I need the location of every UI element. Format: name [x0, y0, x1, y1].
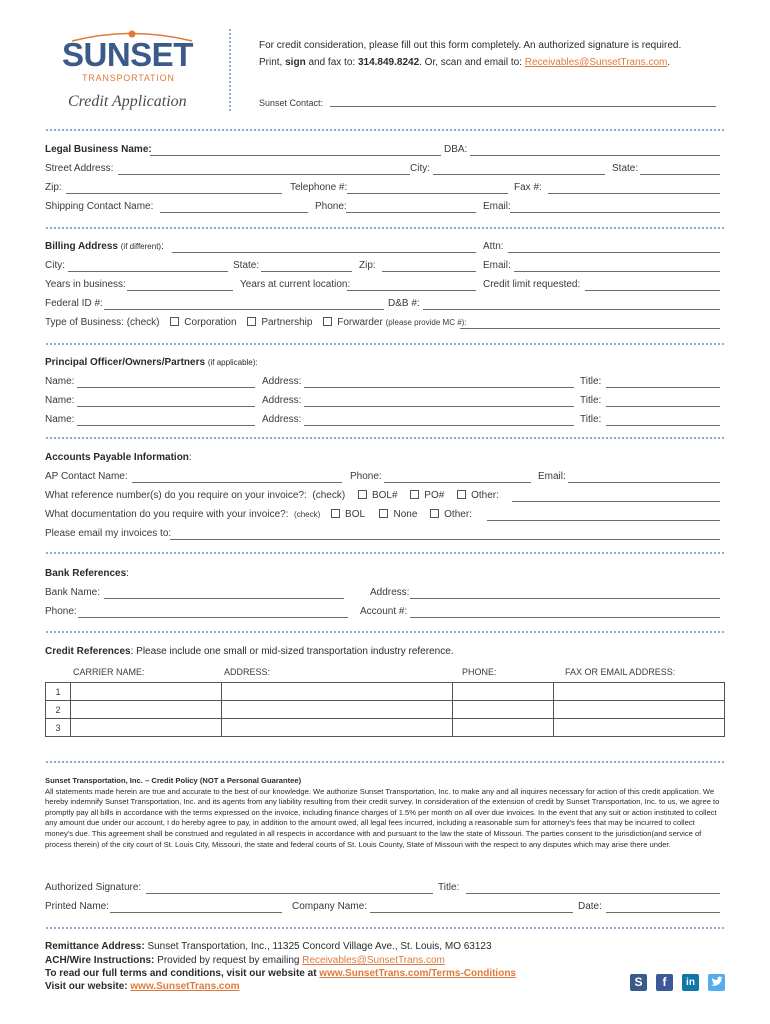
email-label: Email:	[483, 201, 511, 212]
federal-id-field[interactable]	[104, 309, 384, 310]
logo-wordmark: SUNSET	[62, 36, 193, 73]
officer-address-label-1: Address:	[262, 376, 302, 387]
dnb-field[interactable]	[423, 309, 720, 310]
officer-title-field-3[interactable]	[606, 425, 720, 426]
federal-id-label: Federal ID #:	[45, 298, 103, 309]
officer-title-field-1[interactable]	[606, 387, 720, 388]
billing-zip-label: Zip:	[359, 260, 376, 271]
row-number: 2	[46, 701, 71, 719]
doc-other-field[interactable]	[487, 520, 720, 521]
legal-name-label: Legal Business Name:	[45, 144, 152, 155]
phone-cell[interactable]	[453, 701, 554, 719]
email-field[interactable]	[510, 212, 720, 213]
credit-policy	[45, 776, 723, 850]
billing-state-field[interactable]	[261, 271, 352, 272]
zip-field[interactable]	[66, 193, 282, 194]
carrier-cell[interactable]	[71, 719, 222, 737]
ref-number-row: What reference number(s) do you require on your invoice?: (check) BOL# PO# Other:	[45, 490, 499, 501]
email-invoices-field[interactable]	[170, 539, 720, 540]
section-divider	[45, 630, 725, 634]
doc-other-checkbox[interactable]	[430, 509, 439, 518]
ach-email-link[interactable]: Receivables@SunsetTrans.com	[302, 955, 445, 966]
telephone-label: Telephone #:	[290, 182, 348, 193]
officer-name-field-2[interactable]	[77, 406, 255, 407]
officer-name-label-1: Name:	[45, 376, 75, 387]
years-business-label: Years in business:	[45, 279, 126, 290]
billing-city-field[interactable]	[68, 271, 228, 272]
signature-title-label: Title:	[438, 882, 460, 893]
bol-doc-checkbox[interactable]	[331, 509, 340, 518]
company-name-label: Company Name:	[292, 901, 368, 912]
address-cell[interactable]	[222, 719, 453, 737]
years-location-label: Years at current location:	[240, 279, 351, 290]
years-business-field[interactable]	[127, 290, 233, 291]
fax-email-cell[interactable]	[554, 701, 725, 719]
ap-contact-label: AP Contact Name:	[45, 471, 128, 482]
officer-name-label-3: Name:	[45, 414, 75, 425]
officer-address-field-3[interactable]	[304, 425, 574, 426]
bank-address-field[interactable]	[410, 598, 720, 599]
legal-name-field[interactable]	[150, 155, 441, 156]
ap-contact-field[interactable]	[132, 482, 342, 483]
ap-phone-label: Phone:	[350, 471, 382, 482]
officer-title-label-3: Title:	[580, 414, 602, 425]
corporation-checkbox[interactable]	[170, 317, 179, 326]
account-number-field[interactable]	[410, 617, 720, 618]
address-cell[interactable]	[222, 683, 453, 701]
fax-field[interactable]	[548, 193, 720, 194]
fax-email-cell[interactable]	[554, 683, 725, 701]
company-logo	[62, 28, 202, 86]
bank-name-field[interactable]	[104, 598, 344, 599]
po-number-checkbox[interactable]	[410, 490, 419, 499]
header-divider	[228, 28, 232, 112]
zip-label: Zip:	[45, 182, 62, 193]
address-cell[interactable]	[222, 701, 453, 719]
section-divider	[45, 226, 725, 230]
ach-instructions: ACH/Wire Instructions: Provided by request by emailing Receivables@SunsetTrans.com	[45, 955, 445, 966]
email-invoices-label: Please email my invoices to:	[45, 528, 172, 539]
facebook-icon[interactable]: f	[656, 974, 673, 991]
billing-city-label: City:	[45, 260, 65, 271]
bank-name-label: Bank Name:	[45, 587, 101, 598]
years-location-field[interactable]	[347, 290, 476, 291]
officers-heading: Principal Officer/Owners/Partners (if applicable):	[45, 357, 258, 368]
mc-number-field[interactable]	[460, 328, 720, 329]
street-field[interactable]	[118, 174, 410, 175]
officer-name-field-3[interactable]	[77, 425, 255, 426]
account-number-label: Account #:	[360, 606, 408, 617]
section-divider	[45, 551, 725, 555]
billing-state-label: State:	[233, 260, 260, 271]
table-row	[46, 701, 725, 719]
officer-title-label-2: Title:	[580, 395, 602, 406]
business-type-row: Type of Business: (check) Corporation Partnership Forwarder (please provide MC #):	[45, 317, 467, 328]
bank-heading: Bank References:	[45, 568, 129, 579]
logo-subtitle: TRANSPORTATION	[82, 73, 175, 83]
billing-email-field[interactable]	[514, 271, 720, 272]
ap-phone-field[interactable]	[384, 482, 531, 483]
forwarder-checkbox[interactable]	[323, 317, 332, 326]
carrier-cell[interactable]	[71, 683, 222, 701]
none-checkbox[interactable]	[379, 509, 388, 518]
billing-heading: Billing Address (if different):	[45, 241, 164, 252]
remittance-address: Remittance Address: Sunset Transportation, Inc., 11325 Concord Village Ave., St. Louis, MO 63123	[45, 941, 492, 952]
dba-field[interactable]	[470, 155, 720, 156]
dba-label: DBA:	[444, 144, 468, 155]
phone-cell[interactable]	[453, 683, 554, 701]
bank-phone-field[interactable]	[78, 617, 348, 618]
state-field[interactable]	[640, 174, 720, 175]
street-label: Street Address:	[45, 163, 114, 174]
intro-line-1: For credit consideration, please fill out this form completely. An authorized signature is required.	[259, 40, 682, 51]
officer-address-field-1[interactable]	[304, 387, 574, 388]
sunset-icon[interactable]: S	[630, 974, 647, 991]
ap-email-label: Email:	[538, 471, 566, 482]
officer-address-label-3: Address:	[262, 414, 302, 425]
policy-title: Sunset Transportation, Inc. – Credit Policy (NOT a Personal Guarantee)	[45, 776, 302, 785]
fax-email-header: FAX OR EMAIL ADDRESS:	[565, 667, 676, 677]
bank-address-label: Address:	[370, 587, 410, 598]
terms-link[interactable]: www.SunsetTrans.com/Terms-Conditions	[319, 968, 516, 979]
phone-field[interactable]	[346, 212, 476, 213]
phone-cell[interactable]	[453, 719, 554, 737]
officer-name-field-1[interactable]	[77, 387, 255, 388]
billing-zip-field[interactable]	[382, 271, 476, 272]
linkedin-icon[interactable]: in	[682, 974, 699, 991]
carrier-cell[interactable]	[71, 701, 222, 719]
billing-email-label: Email:	[483, 260, 511, 271]
officer-title-field-2[interactable]	[606, 406, 720, 407]
shipping-contact-field[interactable]	[160, 212, 308, 213]
ref-other-checkbox[interactable]	[457, 490, 466, 499]
signature-title-field[interactable]	[466, 893, 720, 894]
ap-heading: Accounts Payable Information:	[45, 452, 192, 463]
bank-phone-label: Phone:	[45, 606, 77, 617]
section-divider	[45, 760, 725, 764]
section-divider	[45, 342, 725, 346]
phone-label: Phone:	[315, 201, 347, 212]
officer-name-label-2: Name:	[45, 395, 75, 406]
city-field[interactable]	[433, 174, 605, 175]
fax-label: Fax #:	[514, 182, 542, 193]
fax-email-cell[interactable]	[554, 719, 725, 737]
credit-refs-heading: Credit References: Please include one small or mid-sized transportation industry reference.	[45, 646, 454, 657]
date-label: Date:	[578, 901, 602, 912]
ref-other-field[interactable]	[512, 501, 720, 502]
dnb-label: D&B #:	[388, 298, 420, 309]
table-row	[46, 683, 725, 701]
sunset-contact-field[interactable]	[330, 106, 716, 107]
terms-line: To read our full terms and conditions, visit our website at www.SunsetTrans.com/Terms-Conditions	[45, 968, 516, 979]
attn-field[interactable]	[508, 252, 720, 253]
credit-limit-field[interactable]	[585, 290, 720, 291]
table-row	[46, 719, 725, 737]
row-number: 3	[46, 719, 71, 737]
documentation-row: What documentation do you require with your invoice?: (check) BOL None Other:	[45, 509, 472, 520]
printed-name-label: Printed Name:	[45, 901, 109, 912]
shipping-contact-label: Shipping Contact Name:	[45, 201, 154, 212]
billing-address-field[interactable]	[172, 252, 476, 253]
printed-name-field[interactable]	[110, 912, 282, 913]
website-link[interactable]: www.SunsetTrans.com	[130, 981, 240, 992]
website-line: Visit our website: www.SunsetTrans.com	[45, 981, 240, 992]
form-title: Credit Application	[68, 93, 187, 110]
receivables-email-link[interactable]: Receivables@SunsetTrans.com	[524, 57, 668, 68]
sign-text: sign	[285, 57, 306, 68]
company-name-field[interactable]	[370, 912, 573, 913]
authorized-signature-field[interactable]	[146, 893, 433, 894]
partnership-checkbox[interactable]	[247, 317, 256, 326]
officer-address-label-2: Address:	[262, 395, 302, 406]
intro-line-2: Print, sign and fax to: 314.849.8242. Or, scan and email to: Receivables@SunsetTrans.com.	[259, 57, 671, 68]
twitter-icon[interactable]	[708, 974, 725, 991]
row-number: 1	[46, 683, 71, 701]
section-divider	[45, 128, 725, 132]
officer-address-field-2[interactable]	[304, 406, 574, 407]
policy-body: All statements made herein are true and accurate to the best of our knowledge. We authorize Sunset Transportation, Inc. to make any and all inquires necessary for action of this credit application. We hereby indemnify Sunset Transportation, Inc. and its agents from any liability resulting from their credit survey. In consideration of the extension of credit by Sunset Transportation, Inc. to us, we agree to promptly pay all bills in accordance with the terms expressed on the invoice, including finance charges of 1.5% per month on all over due invoices. In the event that any suit or action instituted to collect any amount due under our account, I do hereby agree to pay, in addition to the amount owed, all legal fees incurred, including a reasonable sum for attorney's fees that may be incurred to collect money's due. This agreement shall be construed and regulated in all respects in accordance with and pursuant to the law the state of Missouri. The parties consent to the jurisdiction(and service of process therein) of the city court of St. Louis City, Missouri, the state and federal courts of St. Louis County, State of Missouri with the respect to any disputes which may arise there under.	[45, 786, 720, 849]
section-divider	[45, 436, 725, 440]
attn-label: Attn:	[483, 241, 504, 252]
ap-email-field[interactable]	[568, 482, 720, 483]
fax-number: 314.849.8242	[357, 57, 420, 68]
sunset-contact-label: Sunset Contact:	[259, 98, 324, 108]
telephone-field[interactable]	[347, 193, 508, 194]
authorized-signature-label: Authorized Signature:	[45, 882, 142, 893]
phone-header: PHONE:	[462, 667, 497, 677]
city-label: City:	[410, 163, 430, 174]
address-header: ADDRESS:	[224, 667, 271, 677]
date-field[interactable]	[606, 912, 720, 913]
carrier-name-header: CARRIER NAME:	[73, 667, 145, 677]
bird-glyph	[708, 974, 725, 991]
officer-title-label-1: Title:	[580, 376, 602, 387]
credit-references-table	[45, 682, 725, 737]
bol-number-checkbox[interactable]	[358, 490, 367, 499]
credit-limit-label: Credit limit requested:	[483, 279, 581, 290]
section-divider	[45, 926, 725, 930]
state-label: State:	[612, 163, 639, 174]
